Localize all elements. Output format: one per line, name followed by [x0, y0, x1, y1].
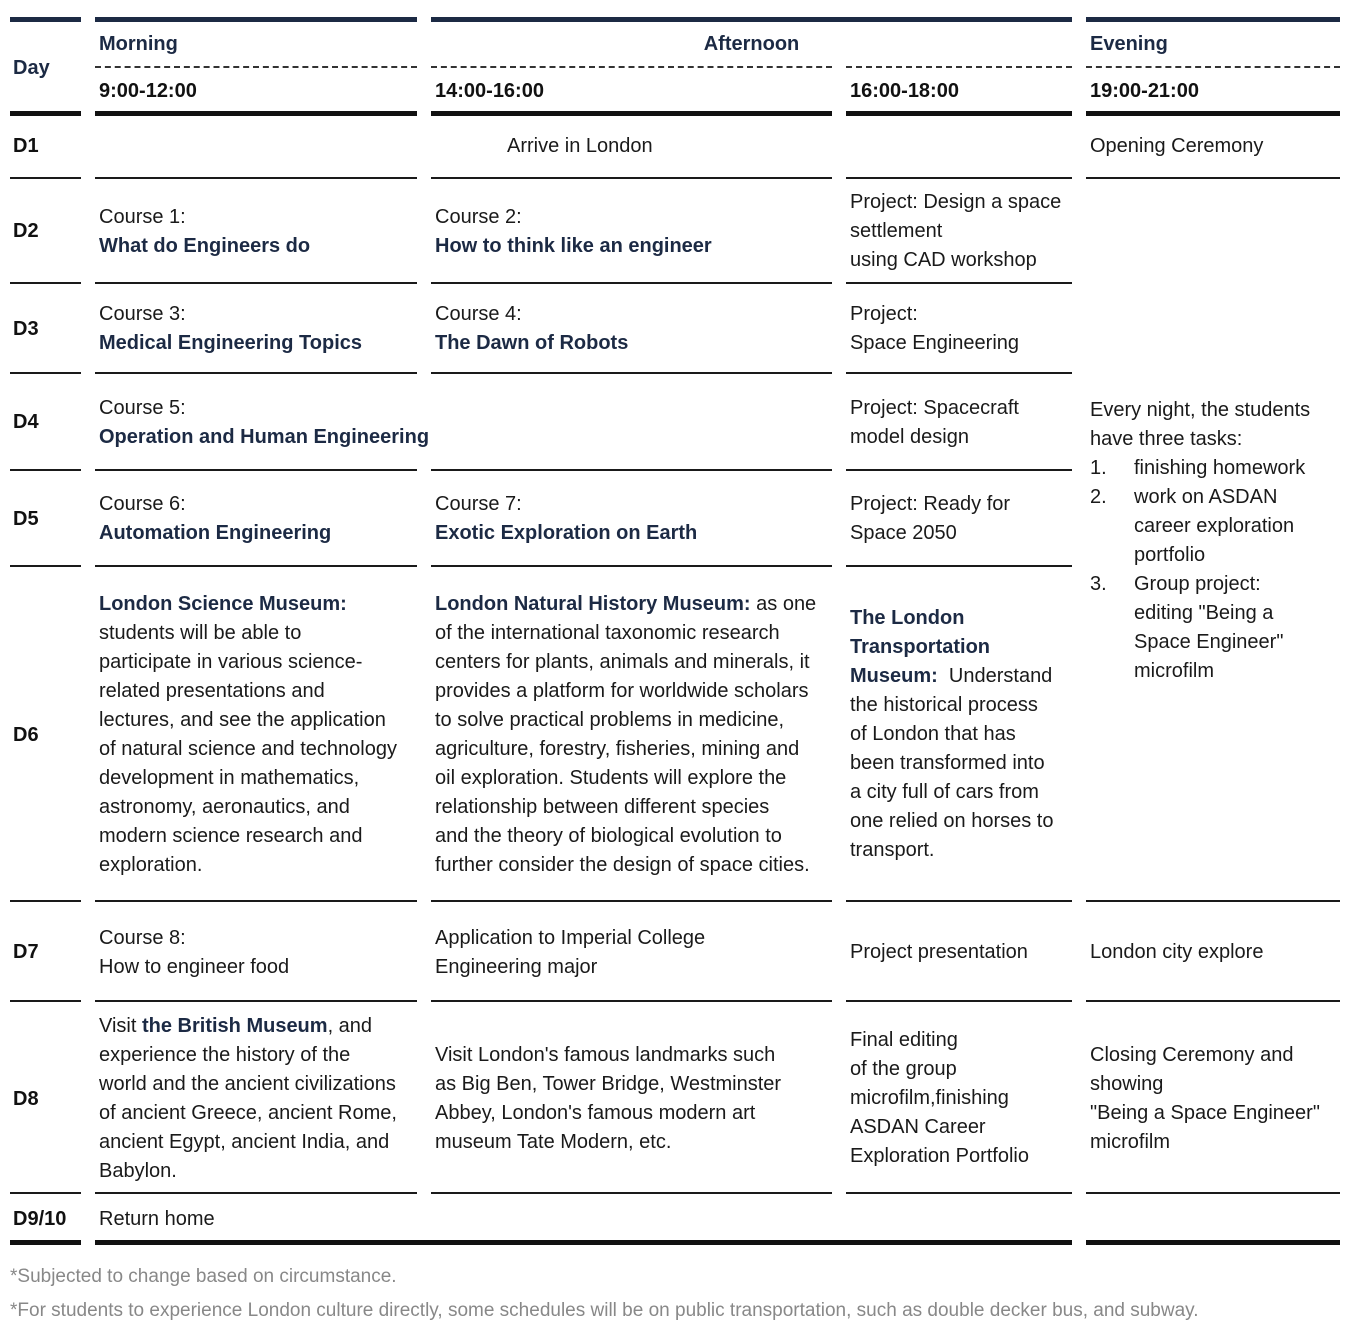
- d8-afternoon2-line: Exploration Portfolio: [850, 1145, 1029, 1167]
- row-rule: [95, 469, 417, 471]
- day-d5: D5: [13, 508, 39, 530]
- d2-afternoon2-line: using CAD workshop: [850, 249, 1037, 271]
- d6-afternoon1-line: provides a platform for worldwide scholars: [435, 680, 809, 702]
- d6-afternoon1-first-line: [435, 590, 816, 619]
- header-top-rule-afternoon: [431, 17, 1072, 22]
- day-d4: D4: [13, 411, 39, 433]
- d3-afternoon2-line: Space Engineering: [850, 332, 1020, 354]
- d7-afternoon1-line: Application to Imperial College: [435, 927, 706, 949]
- d6-afternoon1-line: oil exploration. Students will explore the: [435, 767, 787, 789]
- d6-afternoon1-line: centers for plants, animals and minerals, it: [435, 651, 810, 673]
- d7-afternoon1-line: Engineering major: [435, 956, 598, 978]
- d5-morning-title: Automation Engineering: [99, 522, 332, 544]
- d1-evening: Opening Ceremony: [1090, 135, 1264, 157]
- task-line: career exploration: [1134, 515, 1295, 537]
- day-d2: D2: [13, 220, 39, 242]
- d6-afternoon1-line: relationship between different species: [435, 796, 770, 818]
- row-rule: [846, 177, 1072, 179]
- d2-afternoon1-label: Course 2:: [435, 206, 522, 228]
- row-rule: [10, 1192, 81, 1194]
- d6-morning-line: development in mathematics,: [99, 767, 360, 789]
- header-bottom-rule: [431, 111, 832, 116]
- row-rule: [846, 900, 1072, 902]
- task-number: 3.: [1090, 573, 1107, 595]
- header-evening: Evening: [1090, 33, 1168, 55]
- d6-afternoon1-line: to solve practical problems in medicine,: [435, 709, 785, 731]
- row-rule: [846, 372, 1072, 374]
- d8-afternoon2-line: microfilm,finishing: [850, 1087, 1009, 1109]
- d6-afternoon1-first: as one: [750, 593, 817, 615]
- day-d6: D6: [13, 724, 39, 746]
- header-top-rule-morning: [95, 17, 417, 22]
- d8-morning-bold: the British Museum: [141, 1015, 328, 1037]
- row-rule: [10, 565, 81, 567]
- d5-morning-label: Course 6:: [99, 493, 186, 515]
- day-d8: D8: [13, 1088, 39, 1110]
- task-line: work on ASDAN: [1134, 486, 1278, 508]
- d8-afternoon2-line: Final editing: [850, 1029, 958, 1051]
- header-bottom-rule: [1086, 111, 1340, 116]
- day-d7: D7: [13, 941, 39, 963]
- d8-morning-first-line: [99, 1012, 372, 1041]
- table-bottom-rule: [1086, 1240, 1340, 1245]
- time-evening: 19:00-21:00: [1090, 80, 1199, 102]
- row-rule: [431, 565, 832, 567]
- d8-afternoon1-line: Abbey, London's famous modern art: [435, 1102, 756, 1124]
- d4-morning-label: Course 5:: [99, 397, 186, 419]
- time-afternoon-2: 16:00-18:00: [850, 80, 959, 102]
- evening-tasks-intro: Every night, the students: [1090, 399, 1311, 421]
- task-line: Space Engineer": [1134, 631, 1284, 653]
- row-rule: [846, 565, 1072, 567]
- row-rule: [95, 1000, 417, 1002]
- task-line: microfilm: [1134, 660, 1214, 682]
- d8-afternoon2-line: ASDAN Career: [850, 1116, 986, 1138]
- row-rule: [431, 1192, 832, 1194]
- table-bottom-rule: [10, 1240, 81, 1245]
- d8-morning-line: ancient Egypt, ancient India, and: [99, 1131, 390, 1153]
- row-rule: [431, 372, 832, 374]
- task-line: Group project:: [1134, 573, 1261, 595]
- evening-task-item: [1090, 454, 1340, 483]
- d6-afternoon1-line: and the theory of biological evolution to: [435, 825, 782, 847]
- header-divider: [431, 66, 832, 68]
- header-bottom-rule: [95, 111, 417, 116]
- footnote: *For students to experience London culture directly, some schedules will be on public transportation, such as double decker bus, and subway.: [10, 1300, 1199, 1321]
- d8-morning-pre: Visit: [99, 1015, 142, 1037]
- row-rule: [846, 1000, 1072, 1002]
- row-rule: [10, 469, 81, 471]
- row-rule: [95, 282, 417, 284]
- d2-morning-label: Course 1:: [99, 206, 186, 228]
- evening-tasks-intro: have three tasks:: [1090, 428, 1243, 450]
- task-line: finishing homework: [1134, 457, 1306, 479]
- d1-arrive: Arrive in London: [507, 135, 653, 157]
- evening-task-item: [1090, 570, 1340, 686]
- row-rule: [1086, 900, 1340, 902]
- row-rule: [431, 1000, 832, 1002]
- d6-morning-line: students will be able to: [99, 622, 302, 644]
- d6-morning-line: lectures, and see the application: [99, 709, 386, 731]
- d8-evening-line: microfilm: [1090, 1131, 1170, 1153]
- row-rule: [95, 372, 417, 374]
- header-top-rule-evening: [1086, 17, 1340, 22]
- header-afternoon: Afternoon: [703, 33, 800, 55]
- evening-task-item: [1090, 483, 1340, 570]
- d6-morning-line: exploration.: [99, 854, 203, 876]
- header-top-rule-day: [10, 17, 81, 22]
- d8-morning-line: experience the history of the: [99, 1044, 351, 1066]
- d3-afternoon1-label: Course 4:: [435, 303, 522, 325]
- row-rule: [95, 900, 417, 902]
- d8-evening-line: "Being a Space Engineer": [1090, 1102, 1320, 1124]
- row-rule: [846, 1192, 1072, 1194]
- d5-afternoon1-label: Course 7:: [435, 493, 522, 515]
- header-divider: [846, 66, 1072, 68]
- task-line: portfolio: [1134, 544, 1206, 566]
- d8-morning-line: of ancient Greece, ancient Rome,: [99, 1102, 397, 1124]
- table-bottom-rule: [95, 1240, 1072, 1245]
- time-morning: 9:00-12:00: [99, 80, 197, 102]
- d6-morning-line: of natural science and technology: [99, 738, 397, 760]
- header-morning: Morning: [99, 33, 178, 55]
- row-rule: [95, 1192, 417, 1194]
- row-rule: [846, 469, 1072, 471]
- time-afternoon-1: 14:00-16:00: [435, 80, 544, 102]
- d4-afternoon2-line: Project: Spacecraft: [850, 397, 1019, 419]
- d6-morning-title: London Science Museum:: [99, 593, 347, 615]
- d6-afternoon2-line: been transformed into: [850, 752, 1045, 774]
- d2-afternoon2-line: settlement: [850, 220, 943, 242]
- row-rule: [10, 282, 81, 284]
- d7-afternoon2: Project presentation: [850, 941, 1028, 963]
- row-rule: [10, 177, 81, 179]
- row-rule: [431, 177, 832, 179]
- d7-evening: London city explore: [1090, 941, 1264, 963]
- d8-afternoon1-line: as Big Ben, Tower Bridge, Westminster: [435, 1073, 782, 1095]
- d6-afternoon2-line: a city full of cars from: [850, 781, 1039, 803]
- row-rule: [431, 282, 832, 284]
- d5-afternoon2-line: Project: Ready for: [850, 493, 1011, 515]
- day-d3: D3: [13, 318, 39, 340]
- d8-evening-line: showing: [1090, 1073, 1164, 1095]
- d6-morning-line: related presentations and: [99, 680, 325, 702]
- d6-afternoon2-line: transport.: [850, 839, 935, 861]
- row-rule: [10, 900, 81, 902]
- d7-morning-line: How to engineer food: [99, 956, 290, 978]
- d6-morning-line: modern science research and: [99, 825, 363, 847]
- d6-morning-line: participate in various science-: [99, 651, 363, 673]
- d8-afternoon1-line: museum Tate Modern, etc.: [435, 1131, 672, 1153]
- d6-afternoon2-title: The London: [850, 607, 965, 629]
- d6-afternoon1-line: further consider the design of space cities.: [435, 854, 810, 876]
- d6-morning-line: astronomy, aeronautics, and: [99, 796, 350, 818]
- header-divider: [1086, 66, 1340, 68]
- row-rule: [1086, 177, 1340, 179]
- d3-afternoon2-line: Project:: [850, 303, 918, 325]
- footnote: *Subjected to change based on circumstance.: [10, 1266, 397, 1287]
- d8-morning-line: Babylon.: [99, 1160, 177, 1182]
- row-rule: [95, 177, 417, 179]
- d2-afternoon1-title: How to think like an engineer: [435, 235, 712, 257]
- d3-morning-title: Medical Engineering Topics: [99, 332, 363, 354]
- d6-afternoon2-line: of London that has: [850, 723, 1016, 745]
- task-number: 2.: [1090, 486, 1107, 508]
- d6-afternoon1-line: of the international taxonomic research: [435, 622, 780, 644]
- row-rule: [1086, 1192, 1340, 1194]
- day-d1: D1: [13, 135, 39, 157]
- d3-afternoon1-title: The Dawn of Robots: [435, 332, 629, 354]
- d7-morning-line: Course 8:: [99, 927, 186, 949]
- d8-evening-line: Closing Ceremony and: [1090, 1044, 1294, 1066]
- row-rule: [10, 372, 81, 374]
- d2-morning-title: What do Engineers do: [99, 235, 311, 257]
- d6-afternoon1-title: London Natural History Museum:: [435, 593, 751, 615]
- header-day: Day: [13, 57, 50, 79]
- row-rule: [10, 1000, 81, 1002]
- row-rule: [1086, 1000, 1340, 1002]
- d6-afternoon2-title-line: [850, 662, 1052, 691]
- d8-morning-post: , and: [327, 1015, 373, 1037]
- d5-afternoon1-title: Exotic Exploration on Earth: [435, 522, 698, 544]
- day-d9-10: D9/10: [13, 1208, 67, 1230]
- row-rule: [846, 282, 1072, 284]
- header-divider: [95, 66, 417, 68]
- header-bottom-rule: [846, 111, 1072, 116]
- row-rule: [95, 565, 417, 567]
- d6-afternoon2-line: one relied on horses to: [850, 810, 1054, 832]
- task-line: editing "Being a: [1134, 602, 1274, 624]
- d6-afternoon2-line: the historical process: [850, 694, 1038, 716]
- d8-morning-line: world and the ancient civilizations: [99, 1073, 396, 1095]
- d8-afternoon1-line: Visit London's famous landmarks such: [435, 1044, 776, 1066]
- d6-afternoon2-title: Transportation: [850, 636, 991, 658]
- d9-10-morning: Return home: [99, 1208, 215, 1230]
- d8-afternoon2-line: of the group: [850, 1058, 957, 1080]
- d4-morning-title: Operation and Human Engineering: [99, 426, 430, 448]
- d6-afternoon2-title: Museum:: [850, 665, 938, 687]
- d5-afternoon2-line: Space 2050: [850, 522, 957, 544]
- d6-afternoon2-first: Understand: [937, 665, 1053, 687]
- d2-afternoon2-line: Project: Design a space: [850, 191, 1062, 213]
- row-rule: [431, 469, 832, 471]
- d4-afternoon2-line: model design: [850, 426, 969, 448]
- d3-morning-label: Course 3:: [99, 303, 186, 325]
- task-number: 1.: [1090, 457, 1107, 479]
- header-bottom-rule: [10, 111, 81, 116]
- d6-afternoon1-line: agriculture, forestry, fisheries, mining and: [435, 738, 800, 760]
- row-rule: [431, 900, 832, 902]
